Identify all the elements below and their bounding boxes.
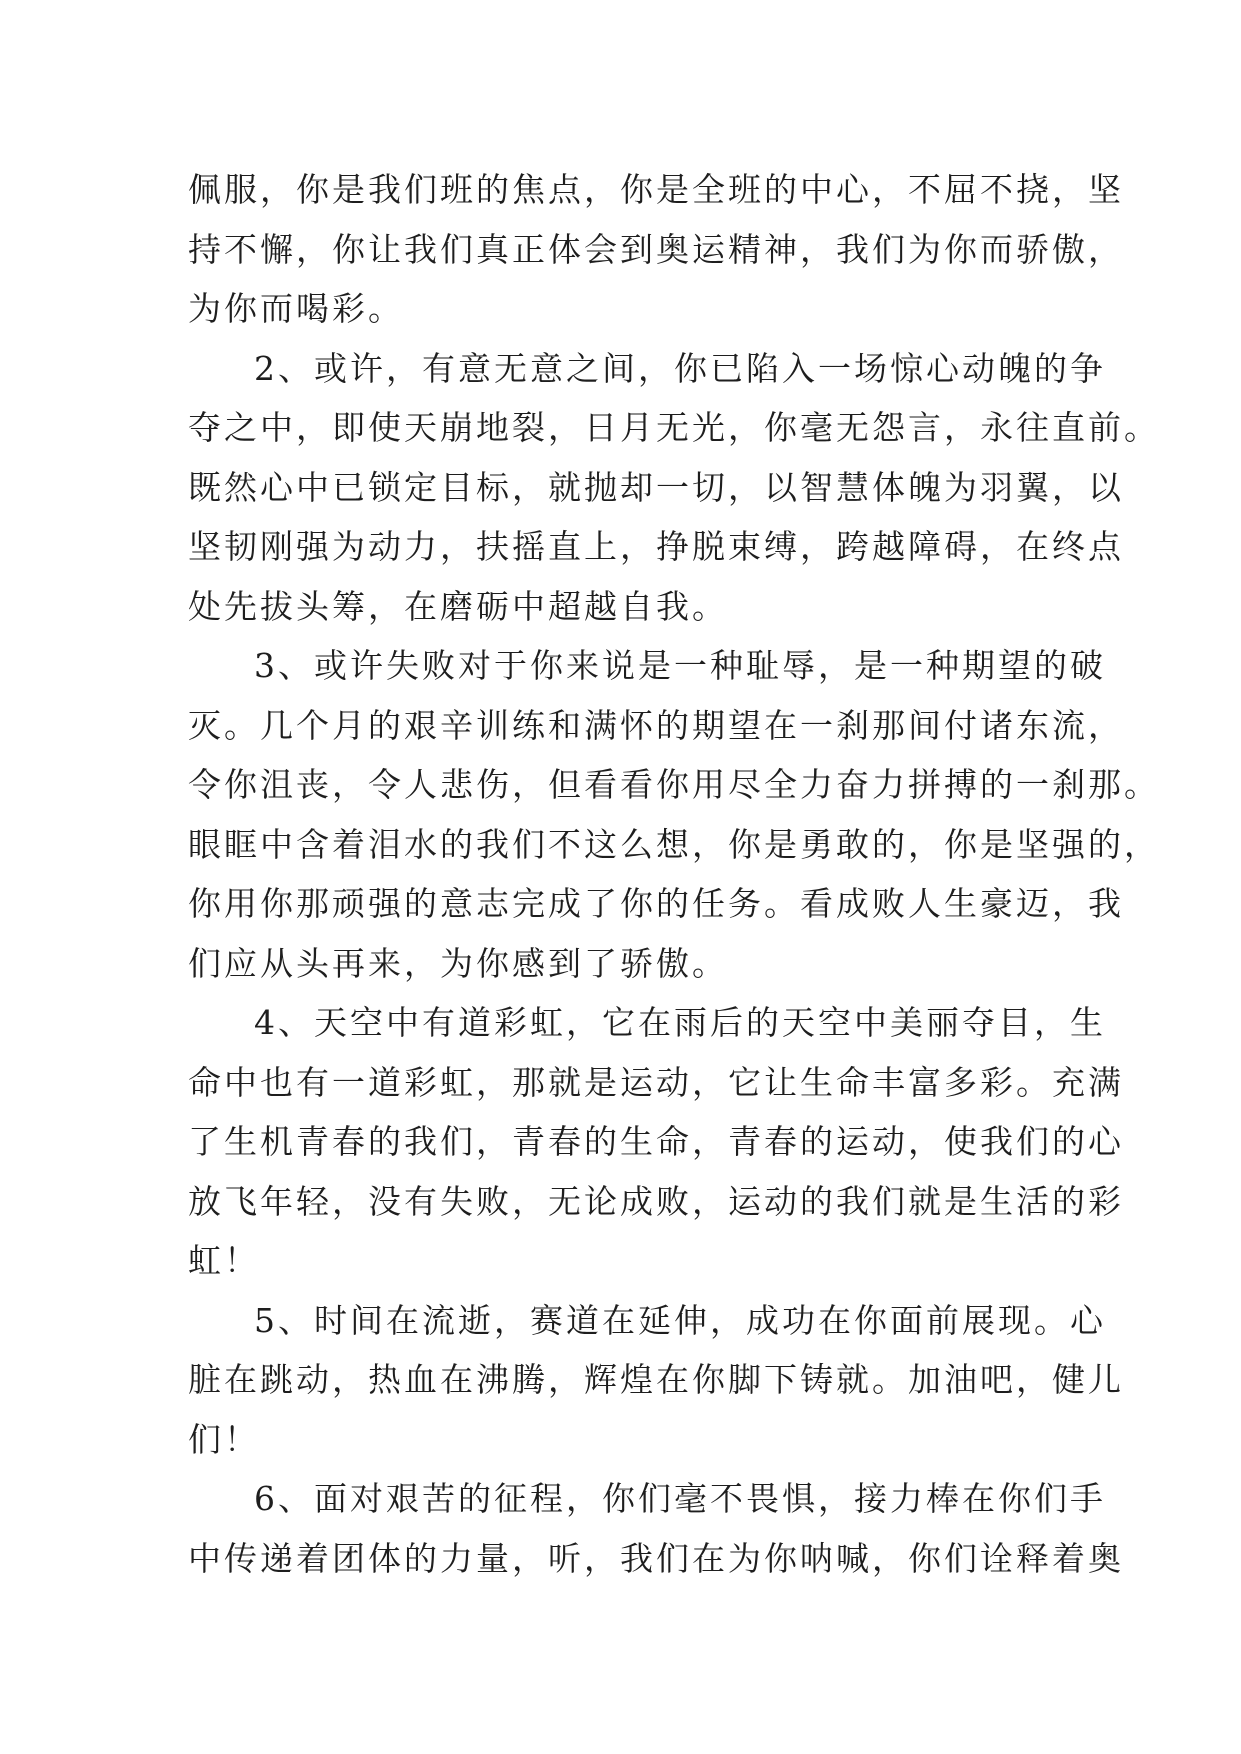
text-line: 夺之中，即使天崩地裂，日月无光，你毫无怨言，永往直前。 xyxy=(188,408,1160,447)
text-line: 们应从头再来，为你感到了骄傲。 xyxy=(188,943,728,983)
text-line: 2、或许，有意无意之间，你已陷入一场惊心动魄的争 xyxy=(254,348,1106,388)
document-body xyxy=(188,160,1160,1588)
text-line: 了生机青春的我们，青春的生命，青春的运动，使我们的心 xyxy=(188,1122,1124,1161)
text-line: 持不懈，你让我们真正体会到奥运精神，我们为你而骄傲， xyxy=(188,229,1124,269)
text-line: 5、时间在流逝，赛道在延伸，成功在你面前展现。心 xyxy=(254,1300,1106,1340)
text-line: 令你沮丧，令人悲伤，但看看你用尽全力奋力拼搏的一刹那。 xyxy=(188,765,1160,804)
text-line: 们！ xyxy=(188,1419,260,1459)
paragraph-2 xyxy=(188,339,1160,637)
text-line: 既然心中已锁定目标，就抛却一切，以智慧体魄为羽翼，以 xyxy=(188,467,1124,507)
text-line: 4、天空中有道彩虹，它在雨后的天空中美丽夺目，生 xyxy=(254,1003,1106,1042)
text-line: 6、面对艰苦的征程，你们毫不畏惧，接力棒在你们手 xyxy=(254,1479,1106,1518)
paragraph-continued xyxy=(188,160,1124,339)
text-line: 你用你那顽强的意志完成了你的任务。看成败人生豪迈，我 xyxy=(188,884,1124,923)
paragraph-3 xyxy=(188,636,1160,993)
paragraph-5 xyxy=(188,1291,1124,1470)
text-line: 佩服，你是我们班的焦点，你是全班的中心，不屈不挠，坚 xyxy=(188,170,1124,209)
text-line: 3、或许失败对于你来说是一种耻辱，是一种期望的破 xyxy=(254,646,1106,685)
text-line: 灭。几个月的艰辛训练和满怀的期望在一刹那间付诸东流， xyxy=(188,705,1124,745)
text-line: 放飞年轻，没有失败，无论成败，运动的我们就是生活的彩 xyxy=(188,1181,1124,1221)
text-line: 眼眶中含着泪水的我们不这么想，你是勇敢的，你是坚强的， xyxy=(188,824,1160,864)
text-line: 中传递着团体的力量，听，我们在为你呐喊，你们诠释着奥 xyxy=(188,1538,1124,1578)
paragraph-6 xyxy=(188,1469,1124,1588)
paragraph-4 xyxy=(188,993,1124,1291)
text-line: 脏在跳动，热血在沸腾，辉煌在你脚下铸就。加油吧，健儿 xyxy=(188,1360,1124,1399)
text-line: 为你而喝彩。 xyxy=(188,289,404,328)
text-line: 虹！ xyxy=(188,1241,260,1280)
text-line: 处先拔头筹，在磨砺中超越自我。 xyxy=(188,586,728,626)
text-line: 坚韧刚强为动力，扶摇直上，挣脱束缚，跨越障碍，在终点 xyxy=(188,527,1124,566)
text-line: 命中也有一道彩虹，那就是运动，它让生命丰富多彩。充满 xyxy=(188,1062,1124,1102)
